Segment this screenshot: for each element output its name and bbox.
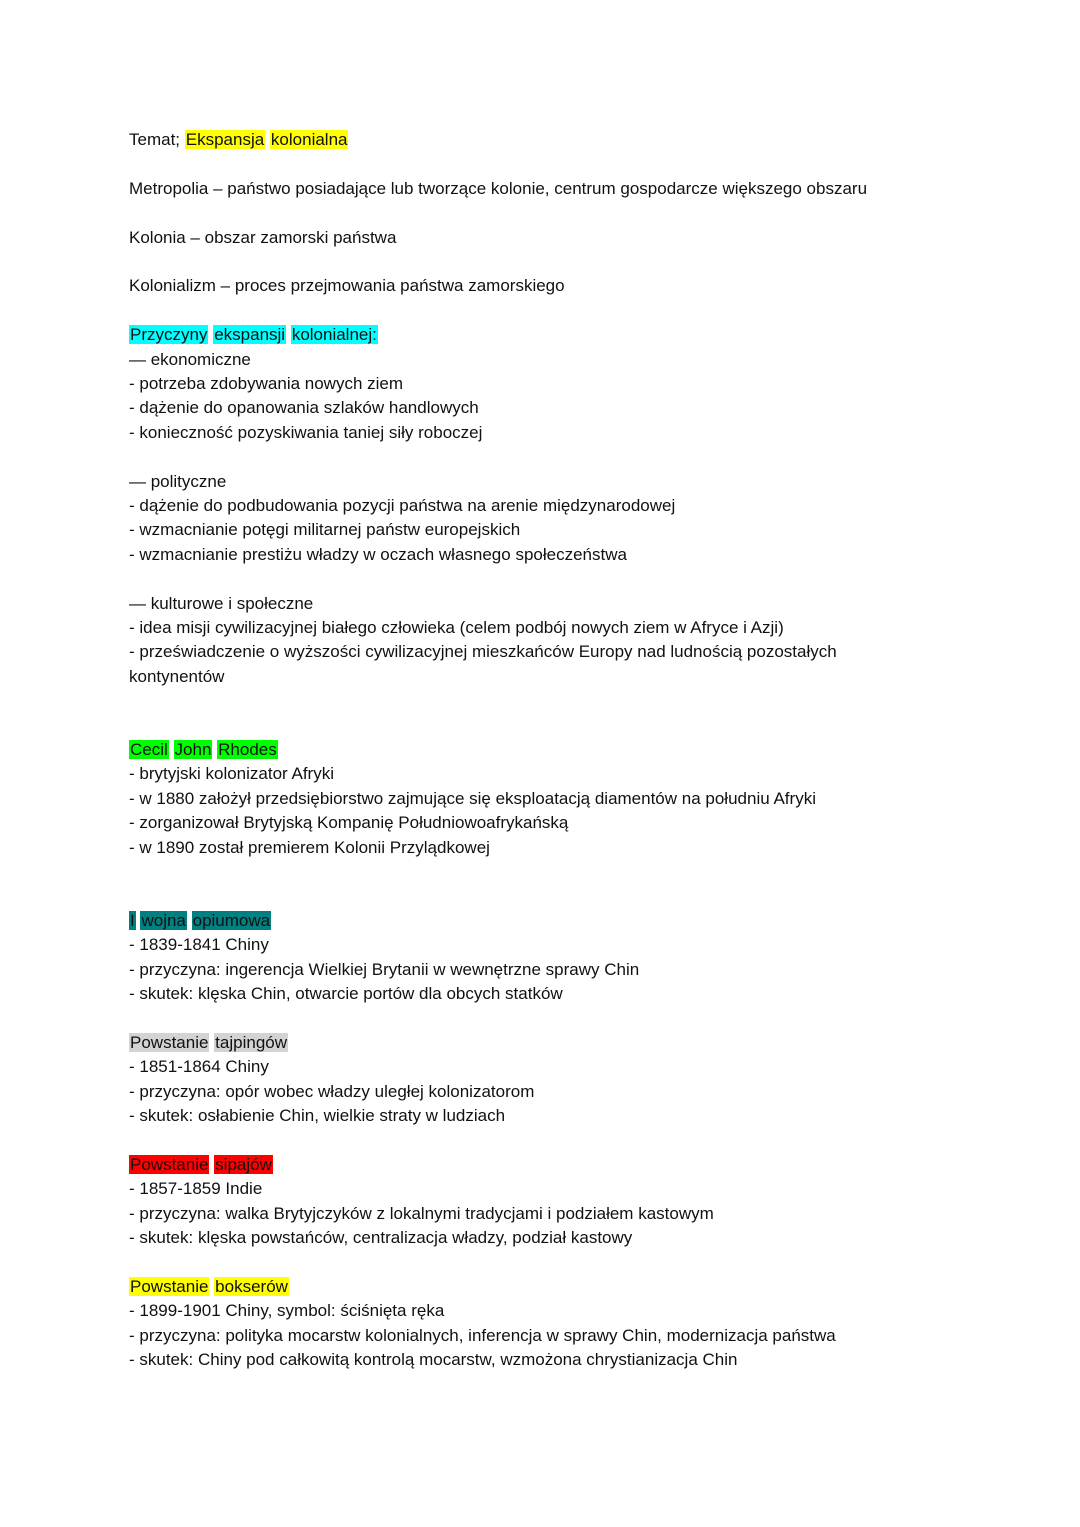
list-item: - przyczyna: walka Brytyjczyków z lokalnymi tradycjami i podziałem kastowym (129, 1203, 714, 1223)
list-item: - w 1880 założył przedsiębiorstwo zajmujące się eksploatacją diamentów na południu Afryki (129, 788, 816, 808)
heading-word: bokserów (215, 1276, 288, 1296)
sepoy-heading (129, 1153, 1029, 1177)
heading-word: wojna (141, 910, 186, 930)
list-item: - skutek: klęska Chin, otwarcie portów dla obcych statków (129, 984, 563, 1004)
rhodes-heading (129, 738, 1029, 762)
list-item: - wzmacnianie prestiżu władzy w oczach własnego społeczeństwa (129, 544, 627, 564)
list-item: - skutek: klęska powstańców, centralizacja władzy, podział kastowy (129, 1228, 633, 1248)
heading-word: Powstanie (130, 1154, 209, 1174)
list-item: - przyczyna: ingerencja Wielkiej Brytanii w wewnętrzne sprawy Chin (129, 959, 640, 979)
definition-metropolia: Metropolia – państwo posiadające lub tworzące kolonie, centrum gospodarcze większego obszaru (129, 178, 868, 198)
cause-group-label: — kulturowe i społeczne (129, 593, 314, 613)
cause-group-label: — ekonomiczne (129, 349, 251, 369)
list-item: - dążenie do podbudowania pozycji państwa na arenie międzynarodowej (129, 496, 676, 516)
heading-word: sipajów (215, 1154, 272, 1174)
heading-word: I (130, 910, 135, 930)
taiping-heading (129, 1031, 1029, 1055)
heading-word: Powstanie (130, 1276, 209, 1296)
title-prefix: Temat; (129, 130, 185, 149)
causes-heading (129, 323, 1029, 347)
list-item: - przyczyna: opór wobec władzy uległej kolonizatorom (129, 1081, 535, 1101)
list-item: - przyczyna: polityka mocarstw kolonialnych, inferencja w sprawy Chin, modernizacja państwa (129, 1325, 836, 1345)
opium-war-heading (129, 909, 1029, 933)
document-page (129, 128, 1029, 1373)
list-item: - skutek: osłabienie Chin, wielkie straty w ludziach (129, 1106, 506, 1126)
list-item: - potrzeba zdobywania nowych ziem (129, 374, 404, 393)
list-item: - dążenie do opanowania szlaków handlowych (129, 398, 479, 418)
heading-word: ekspansji (214, 325, 286, 345)
heading-word: opiumowa (192, 910, 271, 930)
list-item: - przeświadczenie o wyższości cywilizacyjnej mieszkańców Europy nad ludnością pozostałych kontynentów (129, 642, 837, 686)
title-word: Ekspansja (185, 130, 265, 149)
heading-word: kolonialnej: (291, 325, 377, 345)
cause-group-label: — polityczne (129, 471, 227, 491)
list-item: - 1899-1901 Chiny, symbol: ściśnięta ręka (129, 1301, 445, 1321)
list-item: - brytyjski kolonizator Afryki (129, 764, 334, 784)
page-title (129, 128, 1029, 152)
heading-word: Przyczyny (130, 325, 208, 345)
list-item: - 1839-1841 Chiny (129, 935, 269, 955)
list-item: - zorganizował Brytyjską Kompanię Południowoafrykańską (129, 813, 569, 833)
heading-word: tajpingów (215, 1032, 287, 1052)
list-item: - konieczność pozyskiwania taniej siły roboczej (129, 422, 483, 442)
heading-word: John (174, 740, 212, 760)
list-item: - wzmacnianie potęgi militarnej państw europejskich (129, 520, 521, 540)
definition-kolonia: Kolonia – obszar zamorski państwa (129, 227, 397, 247)
heading-word: Rhodes (218, 740, 277, 760)
title-word: kolonialna (270, 130, 348, 149)
list-item: - w 1890 został premierem Kolonii Przylądkowej (129, 837, 490, 857)
definition-kolonializm: Kolonializm – proces przejmowania państwa zamorskiego (129, 276, 565, 296)
heading-word: Powstanie (130, 1032, 209, 1052)
boxer-heading (129, 1275, 1029, 1299)
list-item: - 1857-1859 Indie (129, 1179, 263, 1199)
list-item: - idea misji cywilizacyjnej białego człowieka (celem podbój nowych ziem w Afryce i Azji) (129, 618, 784, 638)
heading-word: Cecil (130, 740, 168, 760)
list-item: - skutek: Chiny pod całkowitą kontrolą mocarstw, wzmożona chrystianizacja Chin (129, 1350, 738, 1370)
list-item: - 1851-1864 Chiny (129, 1057, 269, 1077)
